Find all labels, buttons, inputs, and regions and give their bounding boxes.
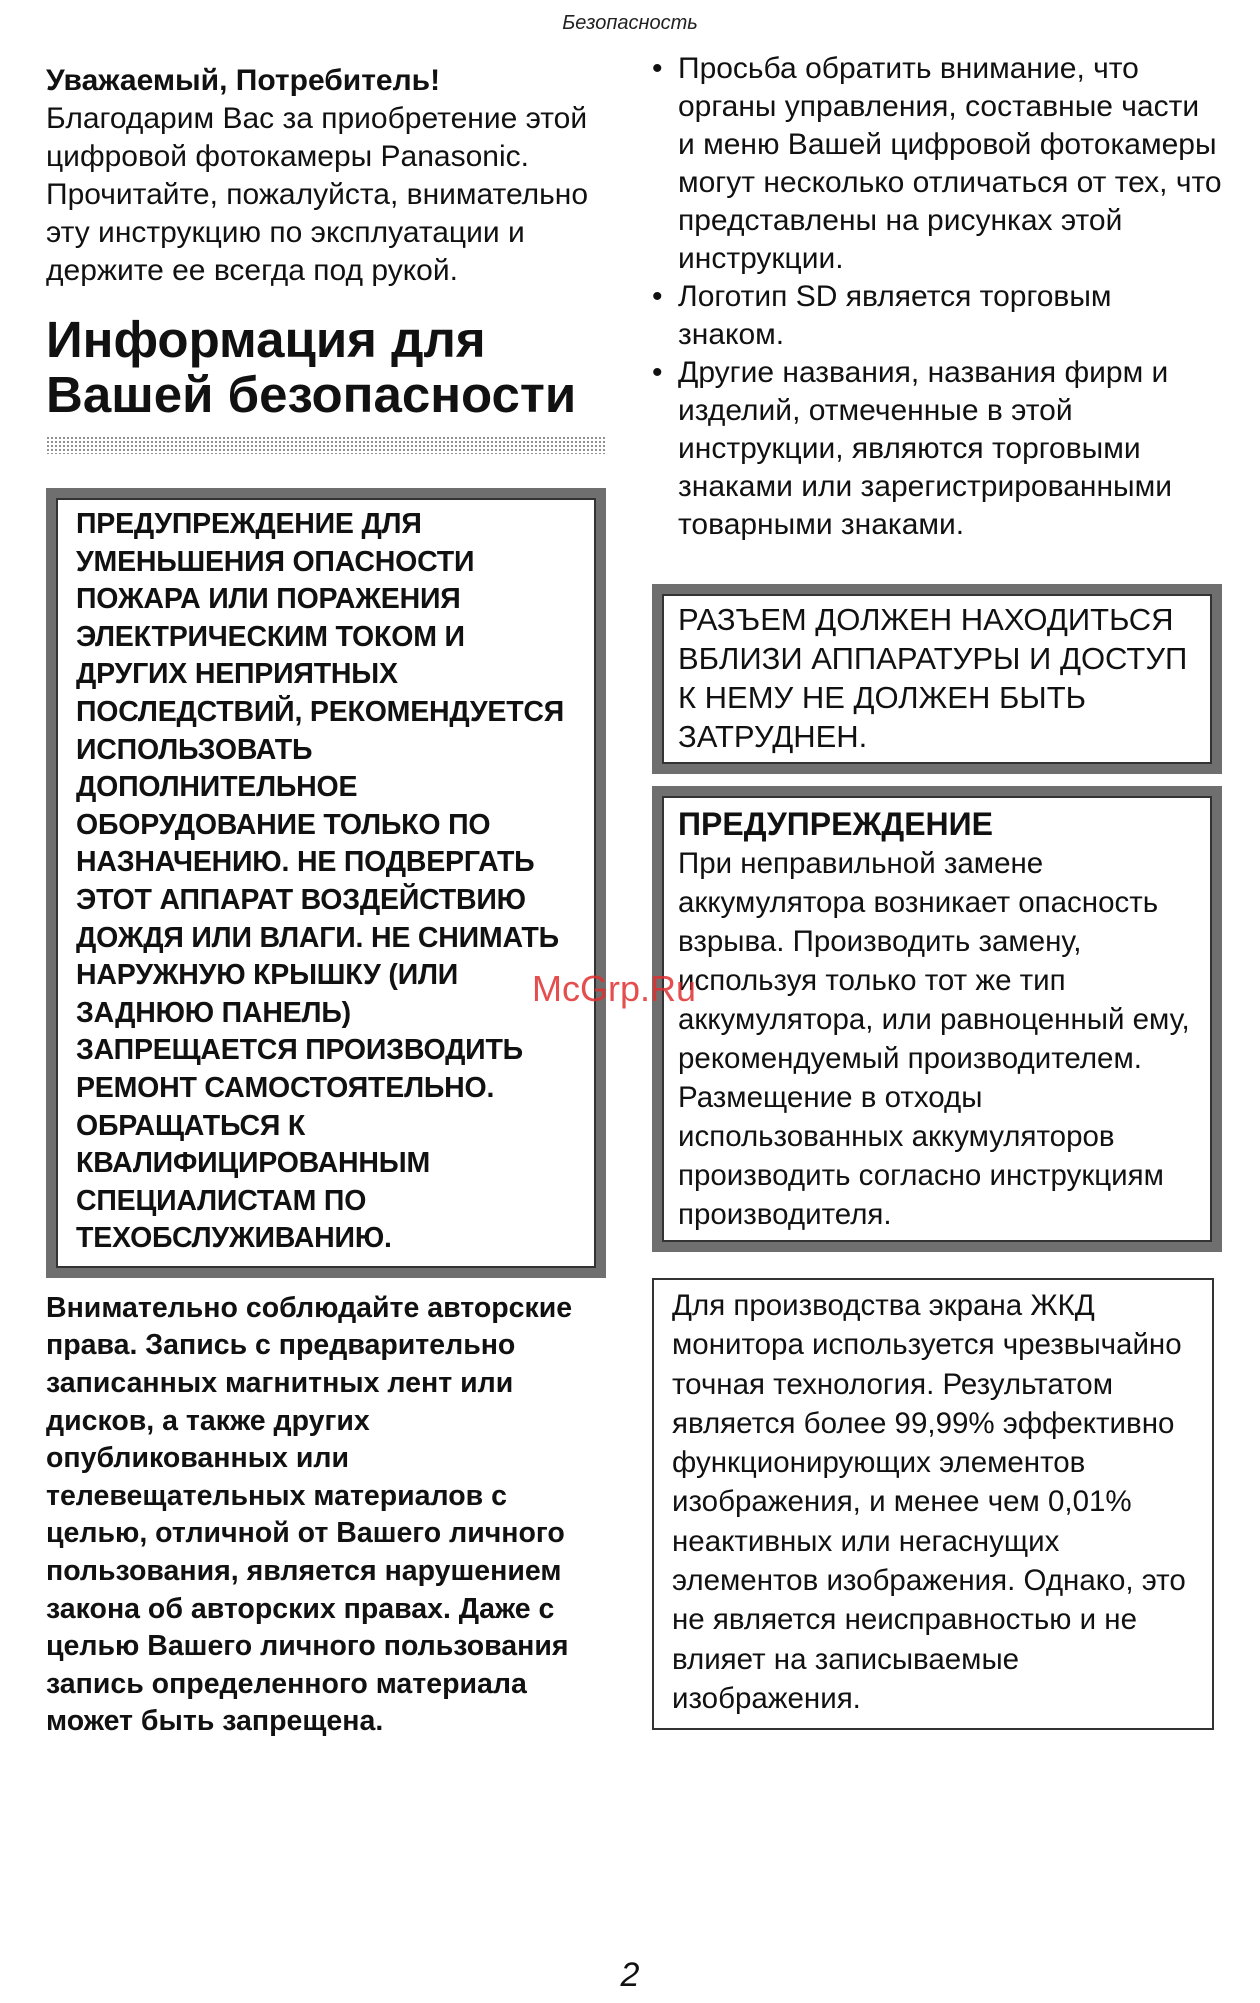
lcd-notice-text: Для производства экрана ЖКД монитора используется чрезвычайно точная технология. Результатом является более 99,99% эффективно функционирующих элементов изображения, и менее чем 0,01% неактивных или негаснущих элементов изображения. Однако, это не является неисправностью и не влияет на записываемые изображения. xyxy=(672,1289,1186,1715)
connector-warning-box xyxy=(652,584,1222,774)
watermark: McGrp.Ru xyxy=(532,968,697,1009)
battery-warning-text: При неправильной замене аккумулятора возникает опасность взрыва. Производить замену, используя только тот же тип аккумулятора, или равноценный ему, рекомендуемый производителем. Размещение в отходы использованных аккумуляторов производить согласно инструкциям производителя. xyxy=(678,847,1190,1231)
greeting-body: Благодарим Вас за приобретение этой цифровой фотокамеры Panasonic. Прочитайте, пожалуйста, внимательно эту инструкцию по эксплуатации и держите ее всегда под рукой. xyxy=(46,102,589,287)
greeting-title: Уважаемый, Потребитель! xyxy=(46,64,441,97)
section-divider xyxy=(46,436,606,454)
left-column xyxy=(46,62,616,1741)
battery-warning-box xyxy=(652,786,1222,1252)
main-warning-box xyxy=(46,488,606,1278)
note-item: • Логотип SD является торговым знаком. xyxy=(652,278,1222,354)
notes-list xyxy=(652,50,1222,544)
connector-warning-text: РАЗЪЕМ ДОЛЖЕН НАХОДИТЬСЯ ВБЛИЗИ АППАРАТУРЫ И ДОСТУП К НЕМУ НЕ ДОЛЖЕН БЫТЬ ЗАТРУДНЕН. xyxy=(678,602,1188,754)
page-header: Безопасность xyxy=(562,12,698,34)
note-item: • Другие названия, названия фирм и изделий, отмеченные в этой инструкции, являются торговыми знаками или зарегистрированными товарными знаками. xyxy=(652,354,1222,544)
note-item: • Просьба обратить внимание, что органы управления, составные части и меню Вашей цифровой фотокамеры могут несколько отличаться от тех, что представлены на рисунках этой инструкции. xyxy=(652,50,1222,278)
right-column xyxy=(652,50,1222,1730)
battery-warning-title: ПРЕДУПРЕЖДЕНИЕ xyxy=(678,806,993,842)
lcd-notice-box xyxy=(652,1278,1214,1730)
copyright-notice: Внимательно соблюдайте авторские права. Запись с предварительно записанных магнитных лент или дисков, а также других опубликованных или телевещательных материалов с целью, отличной от Вашего личного пользования, является нарушением закона об авторских правах. Даже с целью Вашего личного пользования запись определенного материала может быть запрещена. xyxy=(46,1291,573,1738)
section-title: Информация для Вашей безопасности xyxy=(46,311,577,423)
page-number: 2 xyxy=(620,1956,640,1994)
main-warning-text: ПРЕДУПРЕЖДЕНИЕ ДЛЯ УМЕНЬШЕНИЯ ОПАСНОСТИ ПОЖАРА ИЛИ ПОРАЖЕНИЯ ЭЛЕКТРИЧЕСКИМ ТОКОМ И ДРУГИХ НЕПРИЯТНЫХ ПОСЛЕДСТВИЙ, РЕКОМЕНДУЕТСЯ ИСПОЛЬЗОВАТЬ ДОПОЛНИТЕЛЬНОЕ ОБОРУДОВАНИЕ ТОЛЬКО ПО НАЗНАЧЕНИЮ. НЕ ПОДВЕРГАТЬ ЭТОТ АППАРАТ ВОЗДЕЙСТВИЮ ДОЖДЯ ИЛИ ВЛАГИ. НЕ СНИМАТЬ НАРУЖНУЮ КРЫШКУ (ИЛИ ЗАДНЮЮ ПАНЕЛЬ) ЗАПРЕЩАЕТСЯ ПРОИЗВОДИТЬ РЕМОНТ САМОСТОЯТЕЛЬНО. ОБРАЩАТЬСЯ К КВАЛИФИЦИРОВАННЫМ СПЕЦИАЛИСТАМ ПО ТЕХОБСЛУЖИВАНИЮ. xyxy=(76,508,565,1255)
